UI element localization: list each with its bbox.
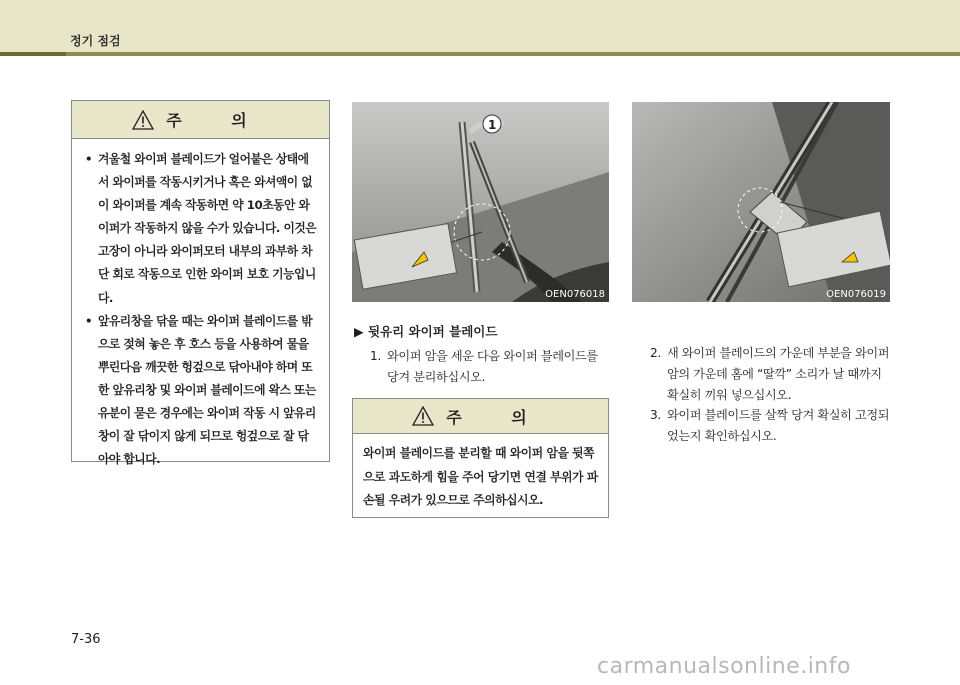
page-header [0, 0, 960, 52]
caution-bullet: • 겨울철 와이퍼 블레이드가 얼어붙은 상태에서 와이퍼를 작동시키거나 혹은 와셔액이 없이 와이퍼를 계속 작동하면 약 10초동안 와이퍼가 작동하지 않을 수가 있습니다. 이것은 고장이 아니라 와이퍼모터 내부의 과부하 차단 회로 작동으로 인한 와이퍼 보호 기능입니다. [84, 148, 319, 310]
watermark: carmanualsonline.info [597, 654, 851, 679]
image-code: OEN076018 [545, 289, 605, 300]
step-text: 와이퍼 블레이드를 살짝 당겨 확실히 고정되었는지 확인하십시오. [667, 408, 890, 443]
step-text: 새 와이퍼 블레이드의 가운데 부분을 와이퍼 암의 가운데 홈에 “딸깍” 소리가 날 때까지 확실히 끼워 넣으십시오. [667, 346, 890, 402]
section-heading: ▶ 뒷유리 와이퍼 블레이드 [354, 324, 498, 339]
wiper-removal-photo [352, 102, 609, 302]
caution-text: 와이퍼 블레이드를 분리할 때 와이퍼 암을 뒷쪽으로 과도하게 힘을 주어 당기면 연결 부위가 파손될 우려가 있으므로 주의하십시오. [363, 446, 598, 507]
step-number: 3. [650, 408, 661, 422]
caution-bullet-list [84, 148, 319, 471]
caution-box-top [71, 100, 330, 467]
caution-title: 주 의 [446, 407, 549, 427]
warning-triangle-icon [412, 406, 434, 426]
image-code: OEN076019 [826, 289, 886, 300]
caution-title: 주 의 [166, 111, 269, 130]
wiper-removal-illustration [352, 102, 609, 302]
caution-header [353, 399, 608, 434]
step-number: 1. [370, 349, 381, 363]
header-rule [0, 52, 960, 56]
caution-header [72, 101, 329, 139]
step-number: 2. [650, 346, 661, 360]
caution-box-bottom [352, 398, 609, 518]
caution-bullet: • 앞유리창을 닦을 때는 와이퍼 블레이드를 밖으로 젖혀 놓은 후 호스 등을 사용하여 물을 뿌린다음 깨끗한 헝겊으로 닦아내야 하며 또한 앞유리창 및 와이퍼 블레이드에 왁스 또는 유분이 묻은 경우에는 와이퍼 작동 시 앞유리창이 잘 닦이지 않게 되므로 헝겊으로 잘 닦아야 합니다. [84, 310, 319, 472]
page-number: 7-36 [71, 632, 101, 647]
step-item [650, 343, 892, 406]
callout-number: 1 [488, 118, 497, 132]
step-item [370, 346, 612, 388]
section-title: 정기 점검 [70, 34, 121, 48]
header-tab-accent [0, 52, 66, 56]
wiper-install-photo [632, 102, 890, 302]
wiper-install-illustration [632, 102, 890, 302]
warning-triangle-icon [132, 110, 154, 130]
step-item [650, 405, 892, 447]
step-text: 와이퍼 암을 세운 다음 와이퍼 블레이드를 당겨 분리하십시오. [387, 349, 598, 384]
